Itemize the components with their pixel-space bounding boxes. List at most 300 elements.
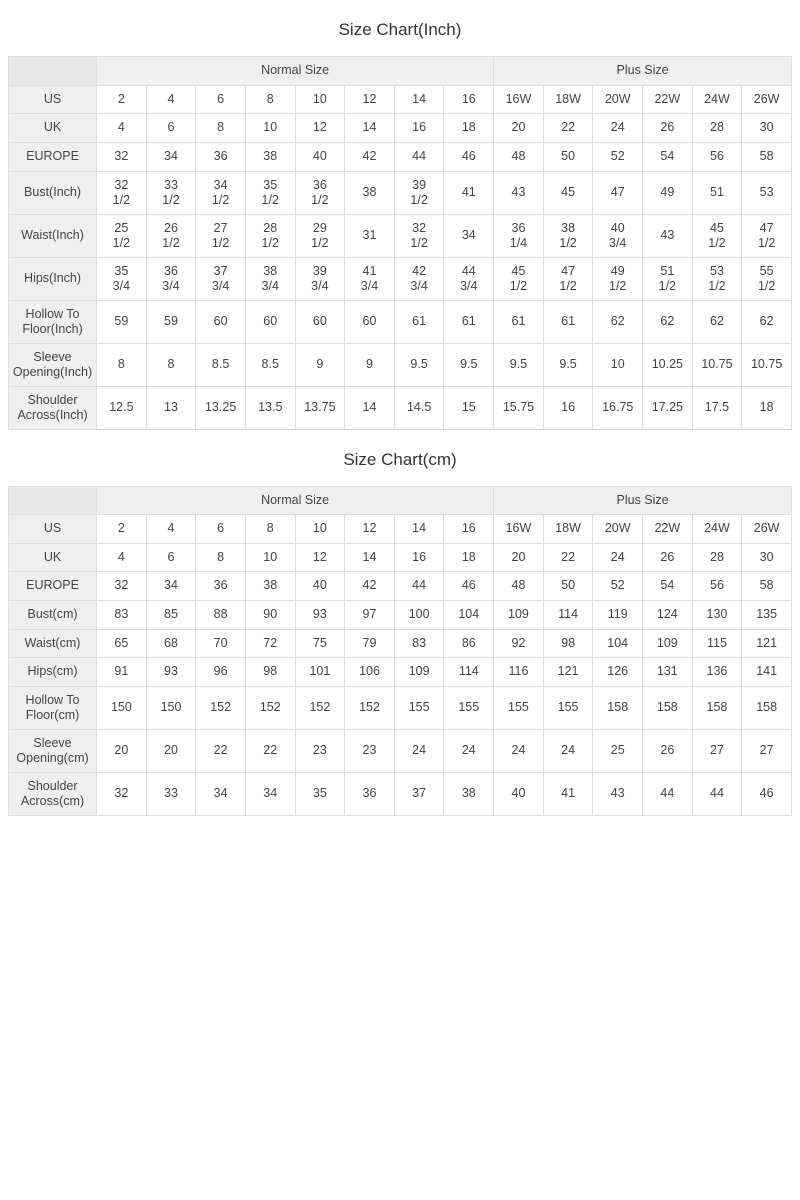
table-cell: 24W [692,515,742,544]
table-cell: 60 [295,300,345,343]
table-cell: 14.5 [394,386,444,429]
table-cell: 2 [97,515,147,544]
table-row-header: EUROPE [9,572,97,601]
table-row-header: Sleeve Opening(Inch) [9,343,97,386]
table-row [9,515,792,544]
table-cell: 59 [97,300,147,343]
table-cell: 20W [593,85,643,114]
table-cell: 22 [543,543,593,572]
table-cell: 60 [196,300,246,343]
table-group-header: Plus Size [494,486,792,515]
table-cell: 16 [394,114,444,143]
table-cell: 8 [245,85,295,114]
table-cell: 39 1/2 [394,171,444,214]
table-corner-cell [9,57,97,86]
table-cell: 39 3/4 [295,257,345,300]
table-row-header: UK [9,114,97,143]
table-cell: 48 [494,142,544,171]
table-cell: 44 3/4 [444,257,494,300]
table-corner-cell [9,486,97,515]
table-cell: 17.25 [643,386,693,429]
table-cell: 22 [543,114,593,143]
table-cell: 42 3/4 [394,257,444,300]
table-cell: 27 [742,729,792,772]
table-cell: 126 [593,658,643,687]
table-row-header: Hollow To Floor(cm) [9,686,97,729]
table-cell: 59 [146,300,196,343]
table-cell: 9.5 [444,343,494,386]
table-cell: 47 [593,171,643,214]
table-cell: 35 1/2 [245,171,295,214]
table-row [9,343,792,386]
table-row [9,300,792,343]
table-cell: 150 [97,686,147,729]
table-cell: 26W [742,515,792,544]
table-row-header: US [9,85,97,114]
table-cell: 26 [643,114,693,143]
table-cell: 62 [593,300,643,343]
table-cell: 6 [146,543,196,572]
table-cell: 43 [593,772,643,815]
table-cell: 35 [295,772,345,815]
table-row-header: Hollow To Floor(Inch) [9,300,97,343]
table-cell: 14 [394,515,444,544]
table-cell: 50 [543,142,593,171]
table-cell: 68 [146,629,196,658]
table-cell: 34 [444,214,494,257]
table-cell: 34 [245,772,295,815]
table-cell: 70 [196,629,246,658]
table-cell: 158 [643,686,693,729]
table-row-header: Hips(Inch) [9,257,97,300]
table-row [9,257,792,300]
size-chart-block [8,430,792,816]
table-cell: 42 [345,572,395,601]
table-group-header-row [9,486,792,515]
table-cell: 60 [345,300,395,343]
table-cell: 26 1/2 [146,214,196,257]
table-cell: 37 [394,772,444,815]
table-cell: 54 [643,142,693,171]
table-row [9,543,792,572]
table-cell: 45 1/2 [692,214,742,257]
size-chart-container [8,0,792,816]
table-cell: 38 [345,171,395,214]
table-row [9,658,792,687]
table-cell: 51 1/2 [643,257,693,300]
table-cell: 93 [146,658,196,687]
table-cell: 155 [394,686,444,729]
table-cell: 104 [593,629,643,658]
table-cell: 43 [643,214,693,257]
table-cell: 18 [444,543,494,572]
table-cell: 14 [345,114,395,143]
table-cell: 53 [742,171,792,214]
table-cell: 10 [245,543,295,572]
table-cell: 10.75 [742,343,792,386]
table-cell: 46 [444,572,494,601]
table-cell: 86 [444,629,494,658]
table-cell: 16 [394,543,444,572]
table-cell: 114 [543,601,593,630]
table-cell: 16.75 [593,386,643,429]
table-cell: 30 [742,543,792,572]
table-cell: 14 [345,543,395,572]
table-cell: 12.5 [97,386,147,429]
table-cell: 13.25 [196,386,246,429]
table-cell: 43 [494,171,544,214]
table-cell: 4 [146,515,196,544]
table-cell: 32 [97,142,147,171]
table-cell: 9 [295,343,345,386]
table-cell: 10 [295,515,345,544]
table-row [9,629,792,658]
table-cell: 44 [692,772,742,815]
table-cell: 8 [196,114,246,143]
table-cell: 16 [444,85,494,114]
table-cell: 47 1/2 [742,214,792,257]
table-cell: 62 [742,300,792,343]
table-cell: 28 1/2 [245,214,295,257]
table-cell: 85 [146,601,196,630]
table-cell: 27 [692,729,742,772]
table-row-header: Hips(cm) [9,658,97,687]
table-cell: 58 [742,572,792,601]
table-cell: 20 [146,729,196,772]
table-row [9,601,792,630]
table-row-header: EUROPE [9,142,97,171]
table-row-header: US [9,515,97,544]
table-cell: 20W [593,515,643,544]
table-cell: 136 [692,658,742,687]
table-cell: 36 1/4 [494,214,544,257]
size-table [8,486,792,816]
table-cell: 34 1/2 [196,171,246,214]
table-group-header: Plus Size [494,57,792,86]
table-cell: 98 [245,658,295,687]
table-cell: 48 [494,572,544,601]
table-cell: 109 [494,601,544,630]
table-cell: 6 [146,114,196,143]
table-cell: 116 [494,658,544,687]
table-cell: 155 [444,686,494,729]
table-cell: 20 [494,543,544,572]
table-cell: 152 [196,686,246,729]
table-cell: 121 [543,658,593,687]
table-cell: 100 [394,601,444,630]
table-cell: 36 3/4 [146,257,196,300]
table-cell: 121 [742,629,792,658]
table-cell: 152 [345,686,395,729]
table-cell: 49 [643,171,693,214]
table-row-header: Waist(Inch) [9,214,97,257]
table-cell: 44 [394,142,444,171]
table-cell: 50 [543,572,593,601]
table-cell: 152 [295,686,345,729]
table-cell: 32 [97,772,147,815]
table-cell: 34 [196,772,246,815]
table-cell: 10 [593,343,643,386]
table-cell: 8.5 [245,343,295,386]
table-cell: 38 [444,772,494,815]
table-cell: 9 [345,343,395,386]
table-cell: 13 [146,386,196,429]
table-cell: 83 [394,629,444,658]
table-cell: 22 [196,729,246,772]
table-cell: 141 [742,658,792,687]
table-cell: 88 [196,601,246,630]
table-cell: 25 1/2 [97,214,147,257]
table-cell: 29 1/2 [295,214,345,257]
table-cell: 101 [295,658,345,687]
table-cell: 90 [245,601,295,630]
table-cell: 41 [543,772,593,815]
table-cell: 114 [444,658,494,687]
table-cell: 20 [494,114,544,143]
table-group-header: Normal Size [97,486,494,515]
table-cell: 2 [97,85,147,114]
table-cell: 6 [196,85,246,114]
table-cell: 119 [593,601,643,630]
table-cell: 22W [643,515,693,544]
table-cell: 26 [643,543,693,572]
table-cell: 38 [245,572,295,601]
table-cell: 25 [593,729,643,772]
table-cell: 54 [643,572,693,601]
table-cell: 27 1/2 [196,214,246,257]
table-cell: 32 [97,572,147,601]
table-cell: 9.5 [543,343,593,386]
table-cell: 56 [692,572,742,601]
table-cell: 40 [494,772,544,815]
table-row [9,686,792,729]
table-cell: 62 [643,300,693,343]
table-cell: 45 1/2 [494,257,544,300]
table-cell: 38 [245,142,295,171]
table-cell: 46 [444,142,494,171]
table-row-header: Shoulder Across(cm) [9,772,97,815]
table-cell: 55 1/2 [742,257,792,300]
table-cell: 16 [543,386,593,429]
table-cell: 158 [593,686,643,729]
table-cell: 15 [444,386,494,429]
table-cell: 40 [295,572,345,601]
table-cell: 4 [146,85,196,114]
table-cell: 72 [245,629,295,658]
table-cell: 61 [394,300,444,343]
table-cell: 17.5 [692,386,742,429]
table-cell: 150 [146,686,196,729]
table-cell: 52 [593,572,643,601]
table-cell: 34 [146,572,196,601]
table-cell: 152 [245,686,295,729]
table-cell: 58 [742,142,792,171]
table-cell: 14 [394,85,444,114]
table-cell: 18 [742,386,792,429]
table-cell: 10.25 [643,343,693,386]
table-cell: 18 [444,114,494,143]
table-cell: 28 [692,543,742,572]
table-cell: 40 3/4 [593,214,643,257]
table-cell: 24 [593,543,643,572]
table-cell: 158 [692,686,742,729]
table-cell: 20 [97,729,147,772]
table-cell: 35 3/4 [97,257,147,300]
table-cell: 41 3/4 [345,257,395,300]
table-cell: 24W [692,85,742,114]
table-cell: 130 [692,601,742,630]
table-cell: 38 3/4 [245,257,295,300]
table-cell: 49 1/2 [593,257,643,300]
table-cell: 96 [196,658,246,687]
table-cell: 10.75 [692,343,742,386]
table-cell: 91 [97,658,147,687]
table-cell: 9.5 [494,343,544,386]
table-cell: 8 [196,543,246,572]
table-cell: 61 [543,300,593,343]
table-row-header: Sleeve Opening(cm) [9,729,97,772]
table-cell: 22W [643,85,693,114]
table-cell: 10 [295,85,345,114]
table-cell: 33 [146,772,196,815]
table-group-header: Normal Size [97,57,494,86]
table-cell: 24 [394,729,444,772]
table-row [9,572,792,601]
table-cell: 51 [692,171,742,214]
table-cell: 109 [394,658,444,687]
table-cell: 46 [742,772,792,815]
table-cell: 12 [345,85,395,114]
table-cell: 28 [692,114,742,143]
table-cell: 16W [494,515,544,544]
table-cell: 16 [444,515,494,544]
table-cell: 98 [543,629,593,658]
table-cell: 8 [97,343,147,386]
table-cell: 8.5 [196,343,246,386]
table-cell: 44 [394,572,444,601]
table-row [9,386,792,429]
table-cell: 24 [543,729,593,772]
table-cell: 18W [543,85,593,114]
table-cell: 34 [146,142,196,171]
table-cell: 61 [444,300,494,343]
table-cell: 93 [295,601,345,630]
table-group-header-row [9,57,792,86]
table-cell: 13.5 [245,386,295,429]
size-chart-title: Size Chart(cm) [8,430,792,486]
table-cell: 23 [345,729,395,772]
table-cell: 62 [692,300,742,343]
table-cell: 104 [444,601,494,630]
table-cell: 61 [494,300,544,343]
table-row [9,142,792,171]
table-row [9,171,792,214]
table-cell: 155 [543,686,593,729]
table-cell: 36 [196,572,246,601]
table-cell: 109 [643,629,693,658]
table-cell: 22 [245,729,295,772]
table-cell: 24 [494,729,544,772]
table-cell: 4 [97,114,147,143]
table-cell: 65 [97,629,147,658]
table-cell: 16W [494,85,544,114]
table-cell: 155 [494,686,544,729]
table-row-header: Bust(cm) [9,601,97,630]
table-cell: 15.75 [494,386,544,429]
table-row-header: Shoulder Across(Inch) [9,386,97,429]
table-cell: 30 [742,114,792,143]
table-cell: 4 [97,543,147,572]
table-row-header: Bust(Inch) [9,171,97,214]
table-cell: 158 [742,686,792,729]
table-cell: 37 3/4 [196,257,246,300]
table-row-header: UK [9,543,97,572]
table-row [9,85,792,114]
table-cell: 33 1/2 [146,171,196,214]
table-cell: 24 [444,729,494,772]
table-cell: 24 [593,114,643,143]
table-cell: 32 1/2 [97,171,147,214]
table-cell: 26 [643,729,693,772]
table-row [9,114,792,143]
table-cell: 41 [444,171,494,214]
table-row [9,772,792,815]
table-cell: 42 [345,142,395,171]
table-cell: 14 [345,386,395,429]
table-cell: 106 [345,658,395,687]
table-cell: 47 1/2 [543,257,593,300]
table-cell: 26W [742,85,792,114]
size-chart-title: Size Chart(Inch) [8,0,792,56]
table-cell: 36 [345,772,395,815]
table-row-header: Waist(cm) [9,629,97,658]
table-cell: 115 [692,629,742,658]
table-cell: 56 [692,142,742,171]
table-cell: 92 [494,629,544,658]
table-cell: 79 [345,629,395,658]
table-cell: 60 [245,300,295,343]
table-cell: 23 [295,729,345,772]
table-cell: 6 [196,515,246,544]
table-cell: 36 [196,142,246,171]
table-cell: 44 [643,772,693,815]
table-cell: 40 [295,142,345,171]
table-cell: 38 1/2 [543,214,593,257]
table-cell: 12 [295,543,345,572]
table-cell: 53 1/2 [692,257,742,300]
table-cell: 9.5 [394,343,444,386]
table-cell: 36 1/2 [295,171,345,214]
table-cell: 18W [543,515,593,544]
table-cell: 52 [593,142,643,171]
table-cell: 8 [245,515,295,544]
table-row [9,729,792,772]
table-cell: 135 [742,601,792,630]
table-cell: 124 [643,601,693,630]
size-table [8,56,792,430]
table-cell: 45 [543,171,593,214]
table-cell: 83 [97,601,147,630]
table-cell: 75 [295,629,345,658]
table-row [9,214,792,257]
table-cell: 13.75 [295,386,345,429]
table-cell: 8 [146,343,196,386]
table-cell: 31 [345,214,395,257]
table-cell: 10 [245,114,295,143]
table-cell: 12 [295,114,345,143]
size-chart-block [8,0,792,430]
table-cell: 131 [643,658,693,687]
